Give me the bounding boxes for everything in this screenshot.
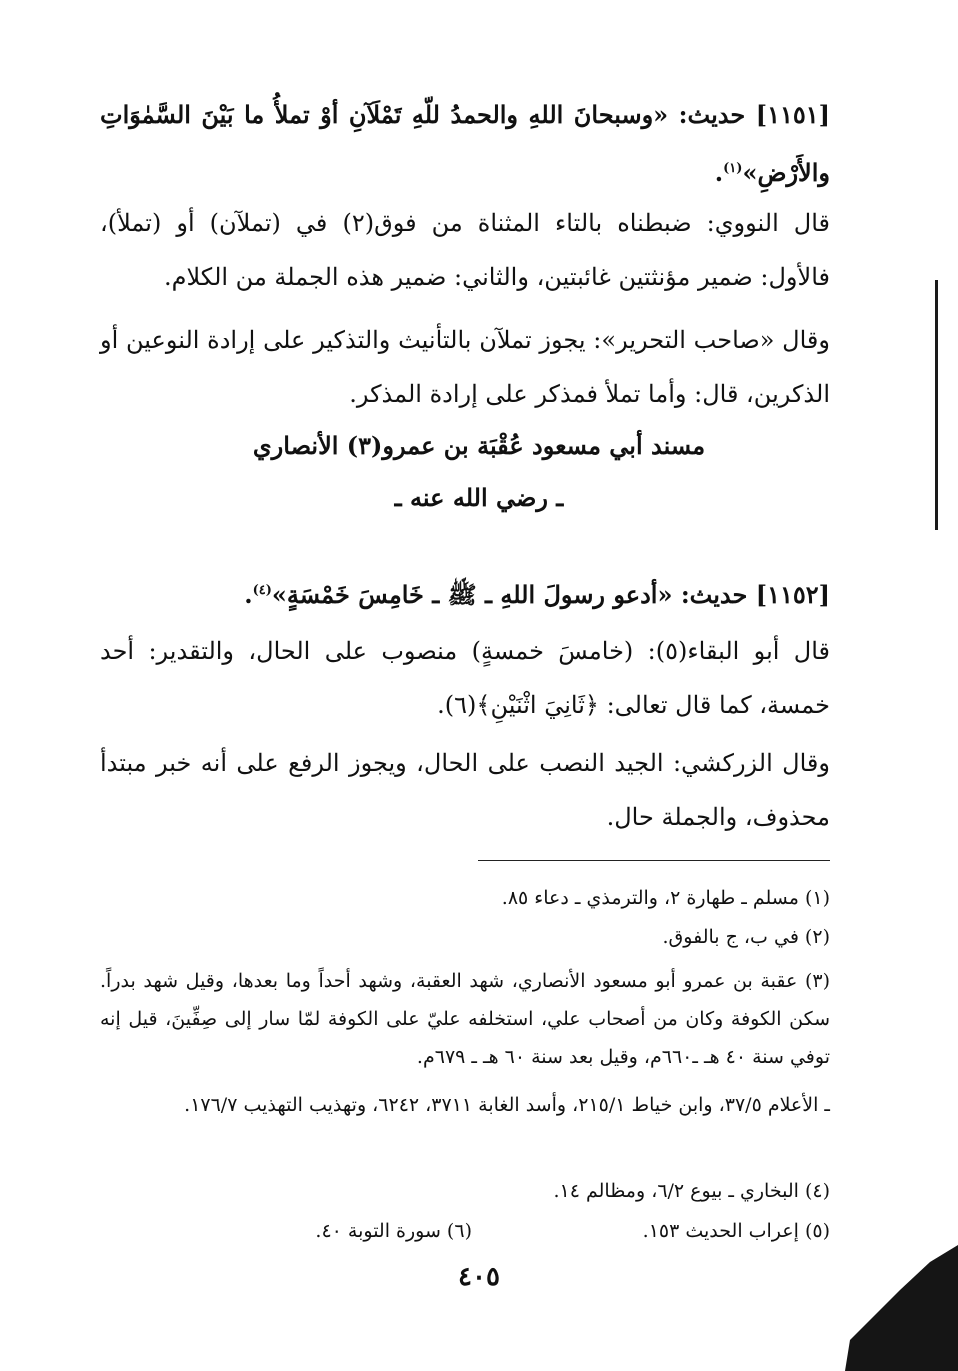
footnote-6: (٦) سورة التوبة ٤٠. <box>315 1220 472 1242</box>
footnote-4: (٤) البخاري ـ بيوع ٦/٢، ومظالم ١٤. <box>553 1180 830 1202</box>
musnad-heading: مسند أبي مسعود عُقْبَة بن عمرو(٣) الأنصاري <box>252 431 706 460</box>
scan-edge-line <box>935 280 938 530</box>
footnote-3: (٣) عقبة بن عمرو أبو مسعود الأنصاري، شهد العقبة، وشهد أحداً وما بعدها، وقيل شهد بدراً. سكن الكوفة وكان من أصحاب علي، استخلفه عليّ على الكوفة لمّا سار إلى صِفِّينَ، قيل إنه توفي سنة ٤٠ هـ ـ٦٦٠م، وقيل بعد سنة ٦٠ هـ ـ ٦٧٩م. <box>100 970 830 1068</box>
footnote-3-references: ـ الأعلام ٣٧/٥، وابن خياط ٢١٥/١، وأسد الغابة ٣٧١١، ٦٢٤٢، وتهذيب التهذيب ١٧٦/٧. <box>184 1094 830 1116</box>
footnote-ref: (١) <box>723 161 743 176</box>
footnote-ref: (٤) <box>252 583 272 598</box>
hadith-1151: [١١٥١] حديث: «وسبحانَ اللهِ والحمدُ للّهِ تَمْلَآنِ أوْ تملأُ ما بَيْنَ السَّمٰوَاتِ والأَرْضِ»$^{(١)}$. <box>100 100 830 187</box>
hadith-1152: [١١٥٢] حديث: «أدعو رسولَ اللهِ ـ ﷺ ـ خَامِسَ خَمْسَةٍ»$^{(٤)}$. <box>244 580 830 609</box>
footnote-2: (٢) في ب، ج بالفوق. <box>662 926 830 948</box>
page-number: ٤٠٥ <box>458 1262 500 1292</box>
abulbaqa-paragraph: قال أبو البقاء(٥): (خامسَ خمسةٍ) منصوب على الحال، والتقدير: أحد خمسة، كما قال تعالى: ﴿ثَانِيَ اثْنَيْنِ﴾(٦). <box>100 637 830 719</box>
hadith-number: [١١٥١] <box>755 100 830 129</box>
hadith-text: «وسبحانَ اللهِ والحمدُ للّهِ تَمْلَآنِ أوْ تملأُ ما بَيْنَ السَّمٰوَاتِ والأَرْضِ» <box>100 100 830 187</box>
footnote-5: (٥) إعراب الحديث ١٥٣. <box>642 1220 830 1242</box>
nawawi-paragraph: قال النووي: ضبطناه بالتاء المثناة من فوق(٢) في (تملآن) أو (تملأ)، فالأول: ضمير مؤنثتين غائبتين، والثاني: ضمير هذه الجملة من الكلام. <box>100 209 830 291</box>
tahrir-paragraph: وقال «صاحب التحرير»: يجوز تملآن بالتأنيث والتذكير على إرادة النوعين أو الذكرين، قال: وأما تملأ فمذكر على إرادة المذكر. <box>100 326 830 408</box>
hadith-intro: حديث: <box>680 580 748 609</box>
hadith-intro: حديث: <box>678 100 746 129</box>
hadith-text: «أدعو رسولَ اللهِ ـ ﷺ ـ خَامِسَ خَمْسَةٍ» <box>271 580 673 609</box>
hadith-number: [١١٥٢] <box>755 580 830 609</box>
footnote-1: (١) مسلم ـ طهارة ٢، والترمذي ـ دعاء ٨٥. <box>501 887 830 909</box>
musnad-subheading: ـ رضي الله عنه ـ <box>394 483 564 512</box>
zarkashi-paragraph: وقال الزركشي: الجيد النصب على الحال، ويجوز الرفع على أنه خبر مبتدأ محذوف، والجملة حال. <box>100 749 830 831</box>
footnote-divider <box>478 860 830 861</box>
